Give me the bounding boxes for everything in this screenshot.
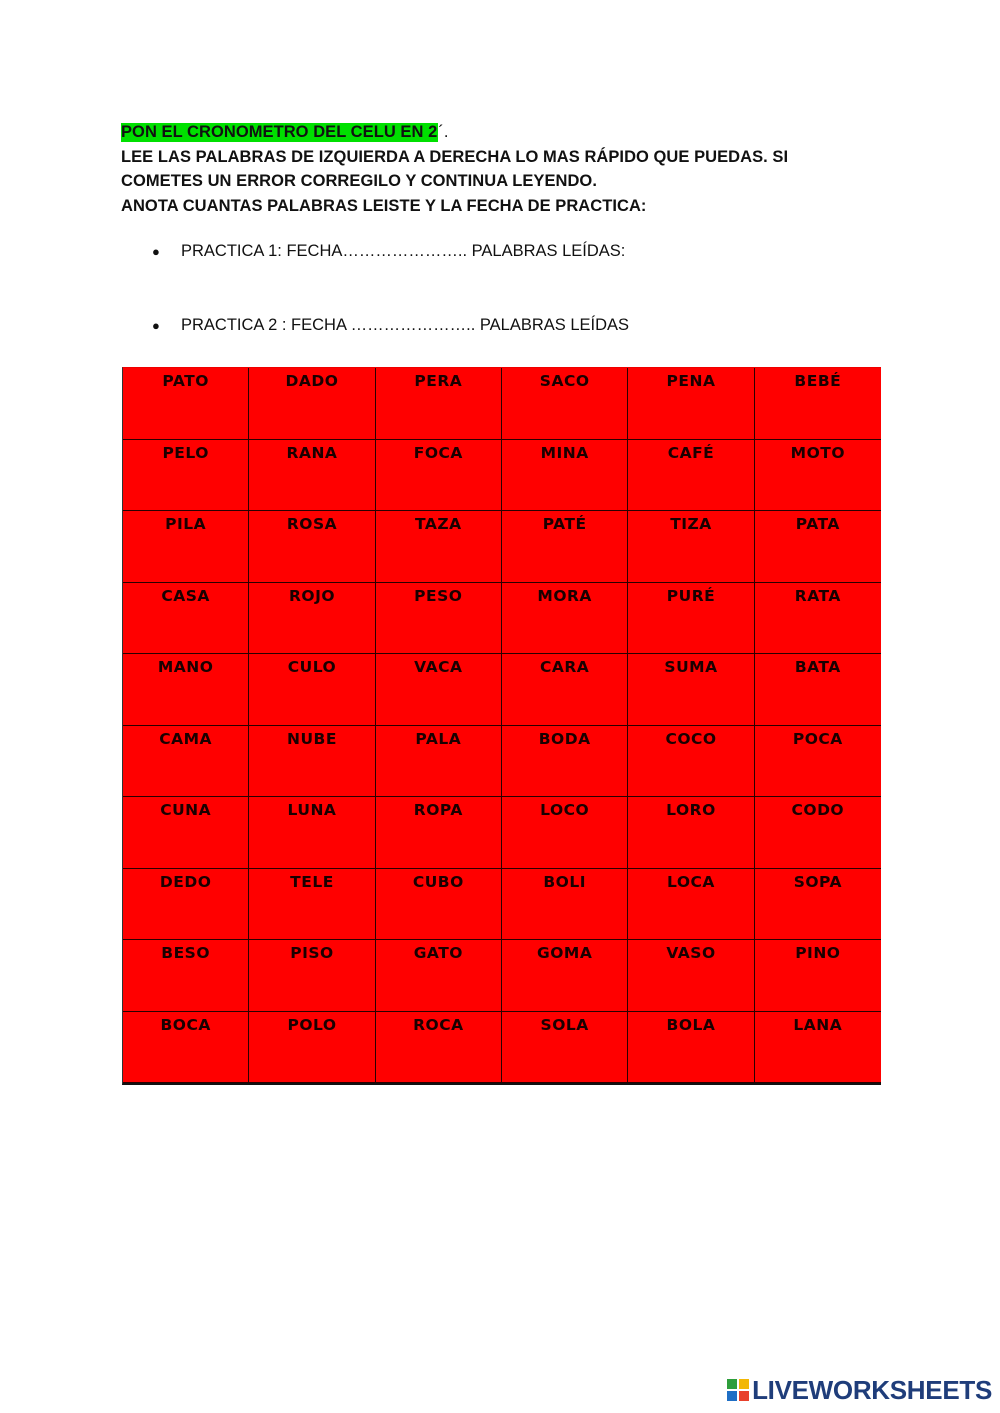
word-grid [122,367,881,1085]
word-cell: LOCA [628,869,754,941]
word-cell: PELO [123,440,249,512]
word-cell: SUMA [628,654,754,726]
practice-2-line [152,316,629,335]
word-cell: ROPA [376,797,502,869]
word-cell: ROSA [249,511,375,583]
word-cell: SOLA [502,1012,628,1084]
word-cell: BESO [123,940,249,1012]
word-cell: PURÉ [628,583,754,655]
practice-1-text: PRACTICA 1: FECHA………………….. PALABRAS LEÍDAS: [181,242,626,260]
word-cell: BOCA [123,1012,249,1084]
practice-2-text: PRACTICA 2 : FECHA ………………….. PALABRAS LEÍDAS [181,316,630,334]
word-cell: SOPA [755,869,881,941]
word-cell: PALA [376,726,502,798]
word-cell: CUBO [376,869,502,941]
liveworksheets-logo [727,1375,992,1405]
word-cell: PENA [628,368,754,440]
word-cell: ROJO [249,583,375,655]
word-cell: LOCO [502,797,628,869]
highlighted-instruction: PON EL CRONOMETRO DEL CELU EN 2 [121,123,438,141]
word-cell: MOTO [755,440,881,512]
word-cell: MORA [502,583,628,655]
word-cell: PISO [249,940,375,1012]
word-cell: PATÉ [502,511,628,583]
bullet-icon: ● [152,244,160,259]
word-cell: TELE [249,869,375,941]
word-cell: DADO [249,368,375,440]
word-cell: BEBÉ [755,368,881,440]
word-cell: MINA [502,440,628,512]
word-cell: LANA [755,1012,881,1084]
word-cell: CASA [123,583,249,655]
word-cell: PILA [123,511,249,583]
word-cell: VACA [376,654,502,726]
word-cell: VASO [628,940,754,1012]
word-cell: BATA [755,654,881,726]
word-cell: GOMA [502,940,628,1012]
word-cell: FOCA [376,440,502,512]
word-cell: POCA [755,726,881,798]
word-cell: RATA [755,583,881,655]
word-cell: ROCA [376,1012,502,1084]
practice-1-line [152,242,625,261]
word-cell: CAFÉ [628,440,754,512]
bullet-icon: ● [152,318,160,333]
word-cell: POLO [249,1012,375,1084]
logo-text: LIVEWORKSHEETS [752,1374,992,1405]
liveworksheets-logo-icon [727,1379,749,1401]
word-cell: CARA [502,654,628,726]
word-cell: MANO [123,654,249,726]
word-cell: CODO [755,797,881,869]
word-cell: PERA [376,368,502,440]
word-cell: GATO [376,940,502,1012]
word-cell: LORO [628,797,754,869]
instruction-line-3: COMETES UN ERROR CORREGILO Y CONTINUA LEYENDO. [121,172,597,190]
instructions [121,120,911,218]
word-cell: BOLA [628,1012,754,1084]
word-cell: COCO [628,726,754,798]
word-cell: RANA [249,440,375,512]
word-cell: PESO [376,583,502,655]
word-cell: TAZA [376,511,502,583]
word-cell: SACO [502,368,628,440]
word-cell: BOLI [502,869,628,941]
instruction-line-2: LEE LAS PALABRAS DE IZQUIERDA A DERECHA LO MAS RÁPIDO QUE PUEDAS. SI [121,147,789,166]
word-cell: LUNA [249,797,375,869]
instruction-tail: ´. [438,123,449,141]
word-cell: CUNA [123,797,249,869]
word-cell: NUBE [249,726,375,798]
word-cell: DEDO [123,869,249,941]
word-cell: CAMA [123,726,249,798]
word-cell: PATA [755,511,881,583]
word-cell: BODA [502,726,628,798]
word-cell: CULO [249,654,375,726]
word-cell: TIZA [628,511,754,583]
word-cell: PINO [755,940,881,1012]
instruction-line-4: ANOTA CUANTAS PALABRAS LEISTE Y LA FECHA DE PRACTICA: [121,196,647,215]
instruction-line-1 [121,120,911,145]
word-cell: PATO [123,368,249,440]
